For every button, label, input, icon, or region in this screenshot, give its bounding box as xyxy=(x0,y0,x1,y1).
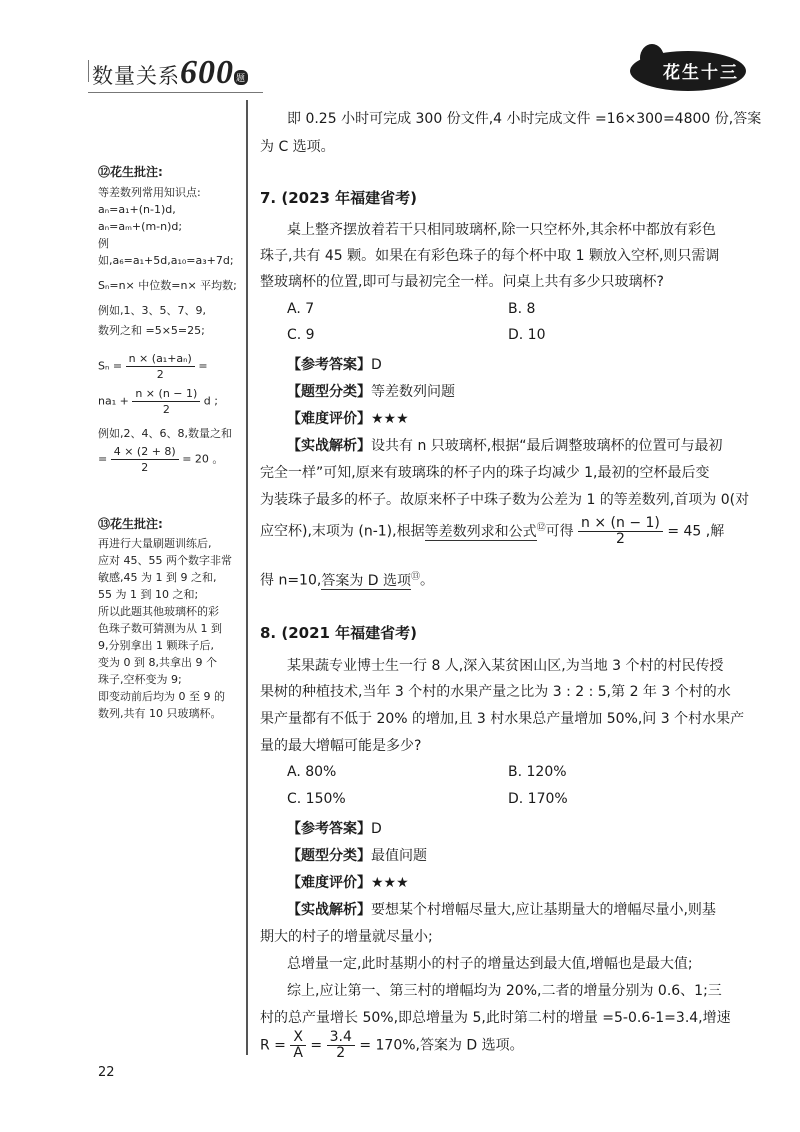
formula-reference: 等差数列求和公式 xyxy=(424,523,537,540)
note-line: 敏感,45 为 1 到 9 之和, xyxy=(98,571,217,584)
option-a: A. 7 xyxy=(287,301,315,317)
analysis-line: 为装珠子最多的杯子。故原来杯子中珠子数为公差为 1 的等差数列,首项为 0(对 xyxy=(260,492,750,508)
sidebar-note-13 xyxy=(98,516,244,722)
brand-name: 花生十三 xyxy=(663,63,739,83)
question-stem-line: 珠子,共有 45 颗。如果在有彩色珠子的每个杯中取 1 颗放入空杯,则只需调 xyxy=(260,248,720,264)
question-heading: 8. (2021 年福建省考) xyxy=(260,624,418,642)
note-line: 所以此题其他玻璃杯的彩 xyxy=(98,605,219,618)
question-stem-line: 某果蔬专业博士生一行 8 人,深入某贫困山区,为当地 3 个村的村民传授 xyxy=(287,658,724,674)
note-line: 例如,2、4、6、8,数量之和 xyxy=(98,427,232,440)
sum-formula-2: na₁ + $\frac{n \times (n - 1)}{2}$ d ; xyxy=(98,387,218,416)
example-formula: = $\frac{4 \times (2 + 8)}{2}$ = 20 。 xyxy=(98,445,224,474)
note-line: 色珠子数可猜测为从 1 到 xyxy=(98,622,222,635)
analysis-line: 【实战解析】要想某个村增幅尽量大,应让基期量大的增幅尽量小,则基 xyxy=(287,902,716,918)
note-line: Sₙ=n× 中位数=n× 平均数; xyxy=(98,279,237,292)
question-stem-line: 桌上整齐摆放着若干只相同玻璃杯,除一只空杯外,其余杯中都放有彩色 xyxy=(287,222,716,238)
sum-formula-1: Sₙ = $\frac{\text{n × (a₁+aₙ)}}{2}$ = xyxy=(98,352,208,381)
option-b: B. 120% xyxy=(508,764,567,780)
note-line: 数列,共有 10 只玻璃杯。 xyxy=(98,707,222,720)
answer-row: 【参考答案】D xyxy=(287,821,382,837)
note-line: 即变动前后均为 0 至 9 的 xyxy=(98,690,225,703)
question-stem-line: 整玻璃杯的位置,即可与最初完全一样。问桌上共有多少只玻璃杯? xyxy=(260,274,664,290)
option-d: D. 170% xyxy=(508,791,568,807)
type-row: 【题型分类】等差数列问题 xyxy=(287,384,455,400)
header-rule xyxy=(88,92,263,93)
note-line: 应对 45、55 两个数字非常 xyxy=(98,554,232,567)
analysis-line: 村的总产量增长 50%,即总增量为 5,此时第二村的增量 =5-0.6-1=3.4,增速 xyxy=(260,1010,731,1026)
analysis-line: 【实战解析】设共有 n 只玻璃杯,根据“最后调整玻璃杯的位置可与最初 xyxy=(287,438,723,454)
sidebar-note-12 xyxy=(98,164,244,475)
column-divider xyxy=(246,100,248,1055)
intro-line: 即 0.25 小时可完成 300 份文件,4 小时完成文件 =16×300=4800 份,答案 xyxy=(287,111,762,127)
note-line: aₙ=aₘ+(m-n)d; xyxy=(98,220,183,233)
question-heading: 7. (2023 年福建省考) xyxy=(260,189,418,207)
note-line: 例如,a₆=a₁+5d,a₁₀=a₃+7d; xyxy=(98,237,234,267)
option-c: C. 9 xyxy=(287,327,315,343)
difficulty-row: 【难度评价】★★★ xyxy=(287,411,409,427)
question-stem-line: 量的最大增幅可能是多少? xyxy=(260,738,422,754)
page-number: 22 xyxy=(98,1065,115,1080)
option-d: D. 10 xyxy=(508,327,546,343)
type-row: 【题型分类】最值问题 xyxy=(287,848,427,864)
question-stem-line: 果树的种植技术,当年 3 个村的水果产量之比为 3 : 2 : 5,第 2 年 3 个村的水 xyxy=(260,684,731,700)
note-title: ⑬花生批注: xyxy=(98,517,163,531)
book-title: 数量关系600 题 xyxy=(92,54,247,91)
note-line: 55 为 1 到 10 之和; xyxy=(98,588,199,601)
note-line: 变为 0 到 8,共拿出 9 个 xyxy=(98,656,217,669)
note-line: 例如,1、3、5、7、9, xyxy=(98,304,206,317)
answer-reference: 答案为 D 选项 xyxy=(321,572,412,589)
analysis-line: 期大的村子的增量就尽量小; xyxy=(260,929,433,945)
option-c: C. 150% xyxy=(287,791,346,807)
note-line: aₙ=a₁+(n-1)d, xyxy=(98,203,176,216)
analysis-line: 综上,应让第一、第三村的增幅均为 20%,二者的增量分别为 0.6、1;三 xyxy=(287,983,722,999)
option-b: B. 8 xyxy=(508,301,536,317)
analysis-line: 得 n=10,答案为 D 选项⑬。 xyxy=(260,572,435,589)
analysis-line: 完全一样”可知,原来有玻璃珠的杯子内的珠子均减少 1,最初的空杯最后变 xyxy=(260,465,710,481)
difficulty-row: 【难度评价】★★★ xyxy=(287,875,409,891)
answer-row: 【参考答案】D xyxy=(287,357,382,373)
note-line: 等差数列常用知识点: xyxy=(98,186,201,199)
option-a: A. 80% xyxy=(287,764,337,780)
note-title: ⑫花生批注: xyxy=(98,165,163,179)
intro-line: 为 C 选项。 xyxy=(260,139,335,155)
star-rating: ★★★ xyxy=(371,411,409,427)
note-line: 珠子,空杯变为 9; xyxy=(98,673,182,686)
header-tick xyxy=(88,60,89,82)
note-line: 再进行大量刷题训练后, xyxy=(98,537,212,550)
note-line: 9,分别拿出 1 颗珠子后, xyxy=(98,639,214,652)
analysis-line: 总增量一定,此时基期小的村子的增量达到最大值,增幅也是最大值; xyxy=(287,956,693,972)
note-line: 数列之和 =5×5=25; xyxy=(98,324,205,337)
growth-formula: R = $\frac{X}{A}$ = $\frac{3.4}{2}$ = 170%,答案为 D 选项。 xyxy=(260,1029,524,1061)
analysis-line: 应空杯),末项为 (n-1),根据等差数列求和公式⑫可得 $\frac{n \times (n - 1)}{2}$ = 45 ,解 xyxy=(260,515,725,547)
star-rating: ★★★ xyxy=(371,875,409,891)
question-stem-line: 果产量都有不低于 20% 的增加,且 3 村水果总产量增加 50%,问 3 个村水果产 xyxy=(260,711,745,727)
